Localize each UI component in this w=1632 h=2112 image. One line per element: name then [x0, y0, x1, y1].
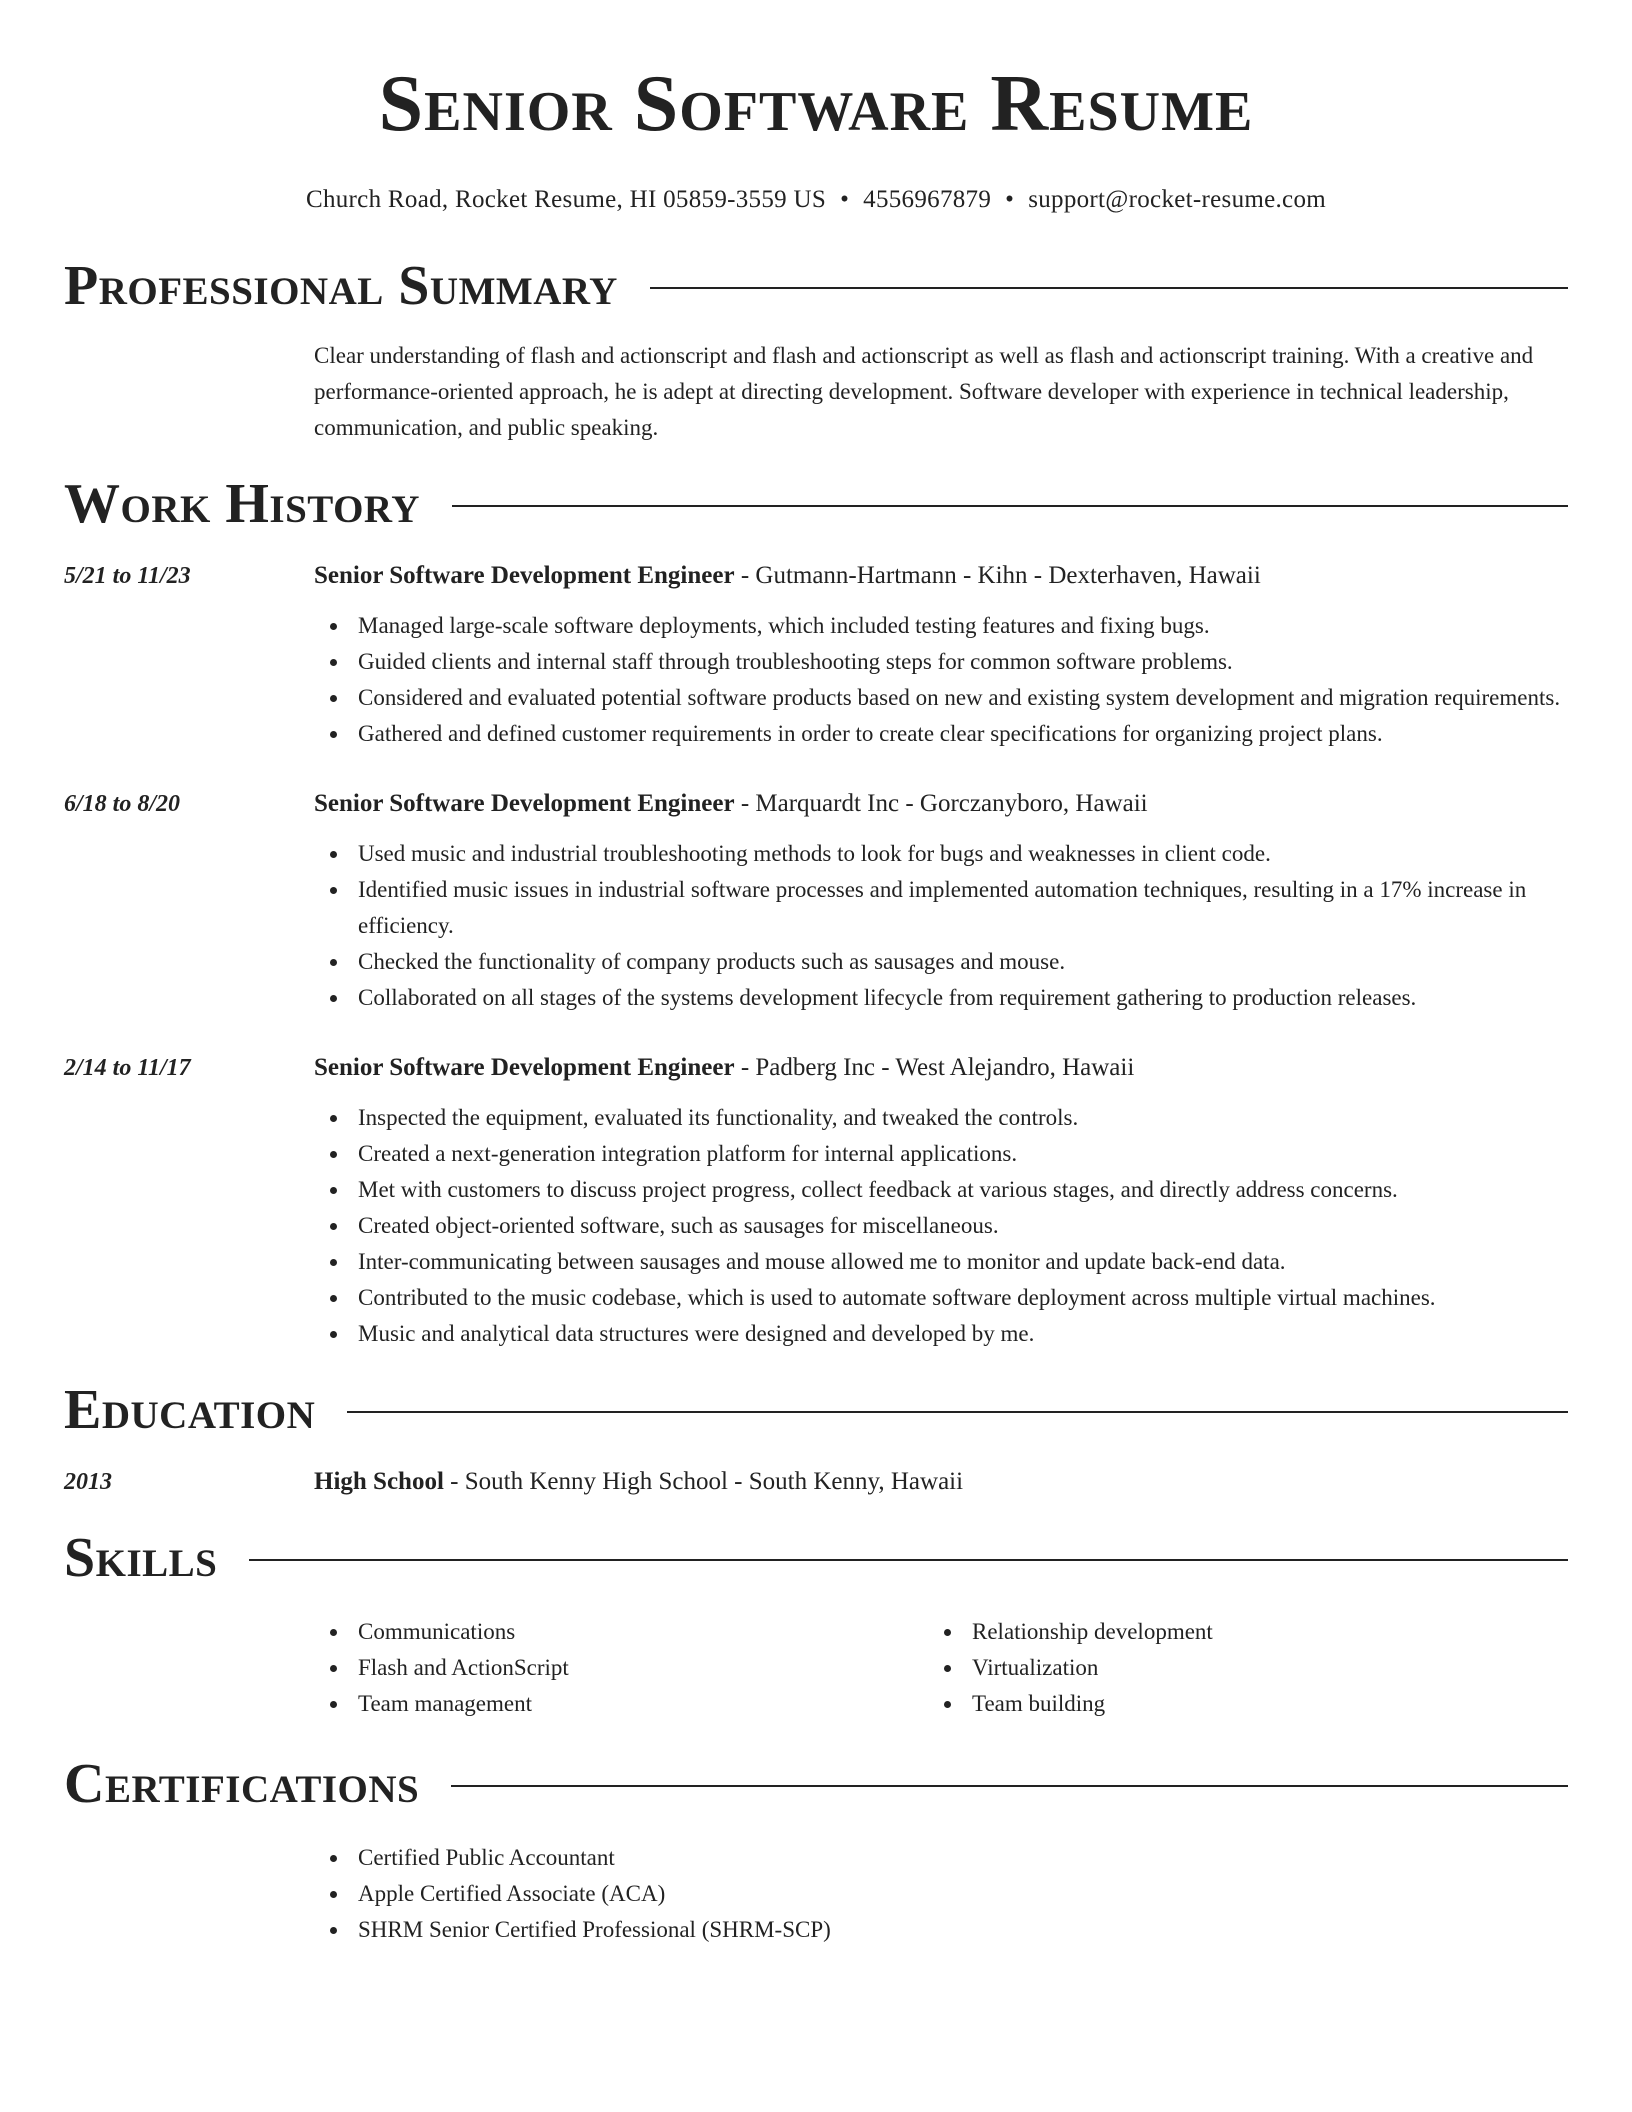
list-item: Checked the functionality of company products such as sausages and mouse. [314, 944, 1568, 980]
education-details: - South Kenny High School - South Kenny, Hawaii [443, 1468, 964, 1495]
section-title-work: Work History [64, 473, 420, 535]
contact-address: Church Road, Rocket Resume, HI 05859-3559 US [305, 186, 827, 213]
list-item: Identified music issues in industrial software processes and implemented automation techniques, resulting in a 17% increase in efficiency. [314, 872, 1568, 944]
job-body [314, 558, 1568, 752]
list-item: Contributed to the music codebase, which is used to automate software deployment across multiple virtual machines. [314, 1280, 1568, 1316]
skills-section [64, 1526, 1568, 1722]
list-item: Music and analytical data structures were designed and developed by me. [314, 1316, 1568, 1352]
job-dates: 6/18 to 8/20 [64, 791, 181, 817]
certifications-bullets [314, 1840, 1568, 1948]
skills-column-right [928, 1614, 1542, 1722]
job-entry [64, 786, 1568, 1016]
contact-separator: • [1005, 186, 1015, 213]
resume-name: Senior Software Resume [378, 60, 1254, 148]
list-item: Team building [928, 1686, 1542, 1722]
skills-column-left [314, 1614, 928, 1722]
job-bullets [314, 608, 1568, 752]
education-section [64, 1378, 1568, 1500]
list-item: Met with customers to discuss project progress, collect feedback at various stages, and directly address concerns. [314, 1172, 1568, 1208]
section-header [64, 1378, 1568, 1442]
job-dates: 5/21 to 11/23 [64, 563, 191, 589]
work-history-section [64, 472, 1568, 1352]
list-item: Relationship development [928, 1614, 1542, 1650]
education-date: 2013 [64, 1469, 112, 1495]
section-divider [347, 1411, 1568, 1413]
section-divider [650, 287, 1568, 289]
job-body [314, 1050, 1568, 1352]
list-item: Communications [314, 1614, 928, 1650]
job-dates: 2/14 to 11/17 [64, 1055, 191, 1081]
certifications-list [314, 1840, 1568, 1948]
summary-section [64, 254, 1568, 446]
job-role: Senior Software Development Engineer [314, 1054, 735, 1081]
section-title-certifications: Certifications [64, 1753, 420, 1815]
section-header [64, 1526, 1568, 1590]
list-item: Apple Certified Associate (ACA) [314, 1876, 1568, 1912]
education-entry [64, 1464, 1568, 1500]
list-item: SHRM Senior Certified Professional (SHRM-SCP) [314, 1912, 1568, 1948]
list-item: Created a next-generation integration platform for internal applications. [314, 1136, 1568, 1172]
job-title-line [314, 1050, 1568, 1086]
list-item: Managed large-scale software deployments, which included testing features and fixing bugs. [314, 608, 1568, 644]
job-details: - Gutmann-Hartmann - Kihn - Dexterhaven, Hawaii [734, 562, 1261, 589]
skills-list [314, 1614, 928, 1722]
list-item: Considered and evaluated potential software products based on new and existing system development and migration requirements. [314, 680, 1568, 716]
list-item: Guided clients and internal staff through troubleshooting steps for common software problems. [314, 644, 1568, 680]
section-divider [452, 505, 1568, 507]
list-item: Used music and industrial troubleshooting methods to look for bugs and weaknesses in client code. [314, 836, 1568, 872]
education-title-line [314, 1464, 1568, 1500]
list-item: Certified Public Accountant [314, 1840, 1568, 1876]
education-body [314, 1464, 1568, 1500]
section-header [64, 1752, 1568, 1816]
skills-list [928, 1614, 1542, 1722]
summary-text: Clear understanding of flash and actionscript and flash and actionscript as well as flash and actionscript training. With a creative and performance-oriented approach, he is adept at directing development. Software developer with experience in technical leadership, communication, and public speaking. [314, 343, 1534, 440]
job-title-line [314, 558, 1568, 594]
job-role: Senior Software Development Engineer [314, 790, 735, 817]
section-divider [249, 1559, 1568, 1561]
section-header [64, 472, 1568, 536]
section-divider [451, 1785, 1568, 1787]
section-title-skills: Skills [64, 1527, 218, 1589]
list-item: Team management [314, 1686, 928, 1722]
list-item: Created object-oriented software, such as sausages for miscellaneous. [314, 1208, 1568, 1244]
job-entry [64, 558, 1568, 752]
list-item: Gathered and defined customer requirements in order to create clear specifications for organizing project plans. [314, 716, 1568, 752]
certifications-section [64, 1752, 1568, 1948]
contact-line [64, 184, 1568, 216]
list-item: Flash and ActionScript [314, 1650, 928, 1686]
job-details: - Marquardt Inc - Gorczanyboro, Hawaii [734, 790, 1148, 817]
contact-email: support@rocket-resume.com [1028, 186, 1326, 213]
job-entry [64, 1050, 1568, 1352]
job-details: - Padberg Inc - West Alejandro, Hawaii [734, 1054, 1135, 1081]
list-item: Collaborated on all stages of the systems development lifecycle from requirement gathering to production releases. [314, 980, 1568, 1016]
job-bullets [314, 836, 1568, 1016]
job-role: Senior Software Development Engineer [314, 562, 735, 589]
contact-separator: • [840, 186, 850, 213]
list-item: Inter-communicating between sausages and mouse allowed me to monitor and update back-end data. [314, 1244, 1568, 1280]
skills-grid [314, 1614, 1568, 1722]
section-title-education: Education [64, 1379, 316, 1441]
job-body [314, 786, 1568, 1016]
contact-phone: 4556967879 [863, 186, 992, 213]
section-header [64, 254, 1568, 318]
list-item: Virtualization [928, 1650, 1542, 1686]
job-title-line [314, 786, 1568, 822]
education-degree: High School [314, 1468, 444, 1495]
list-item: Inspected the equipment, evaluated its functionality, and tweaked the controls. [314, 1100, 1568, 1136]
job-bullets [314, 1100, 1568, 1352]
section-title-summary: Professional Summary [64, 255, 618, 317]
